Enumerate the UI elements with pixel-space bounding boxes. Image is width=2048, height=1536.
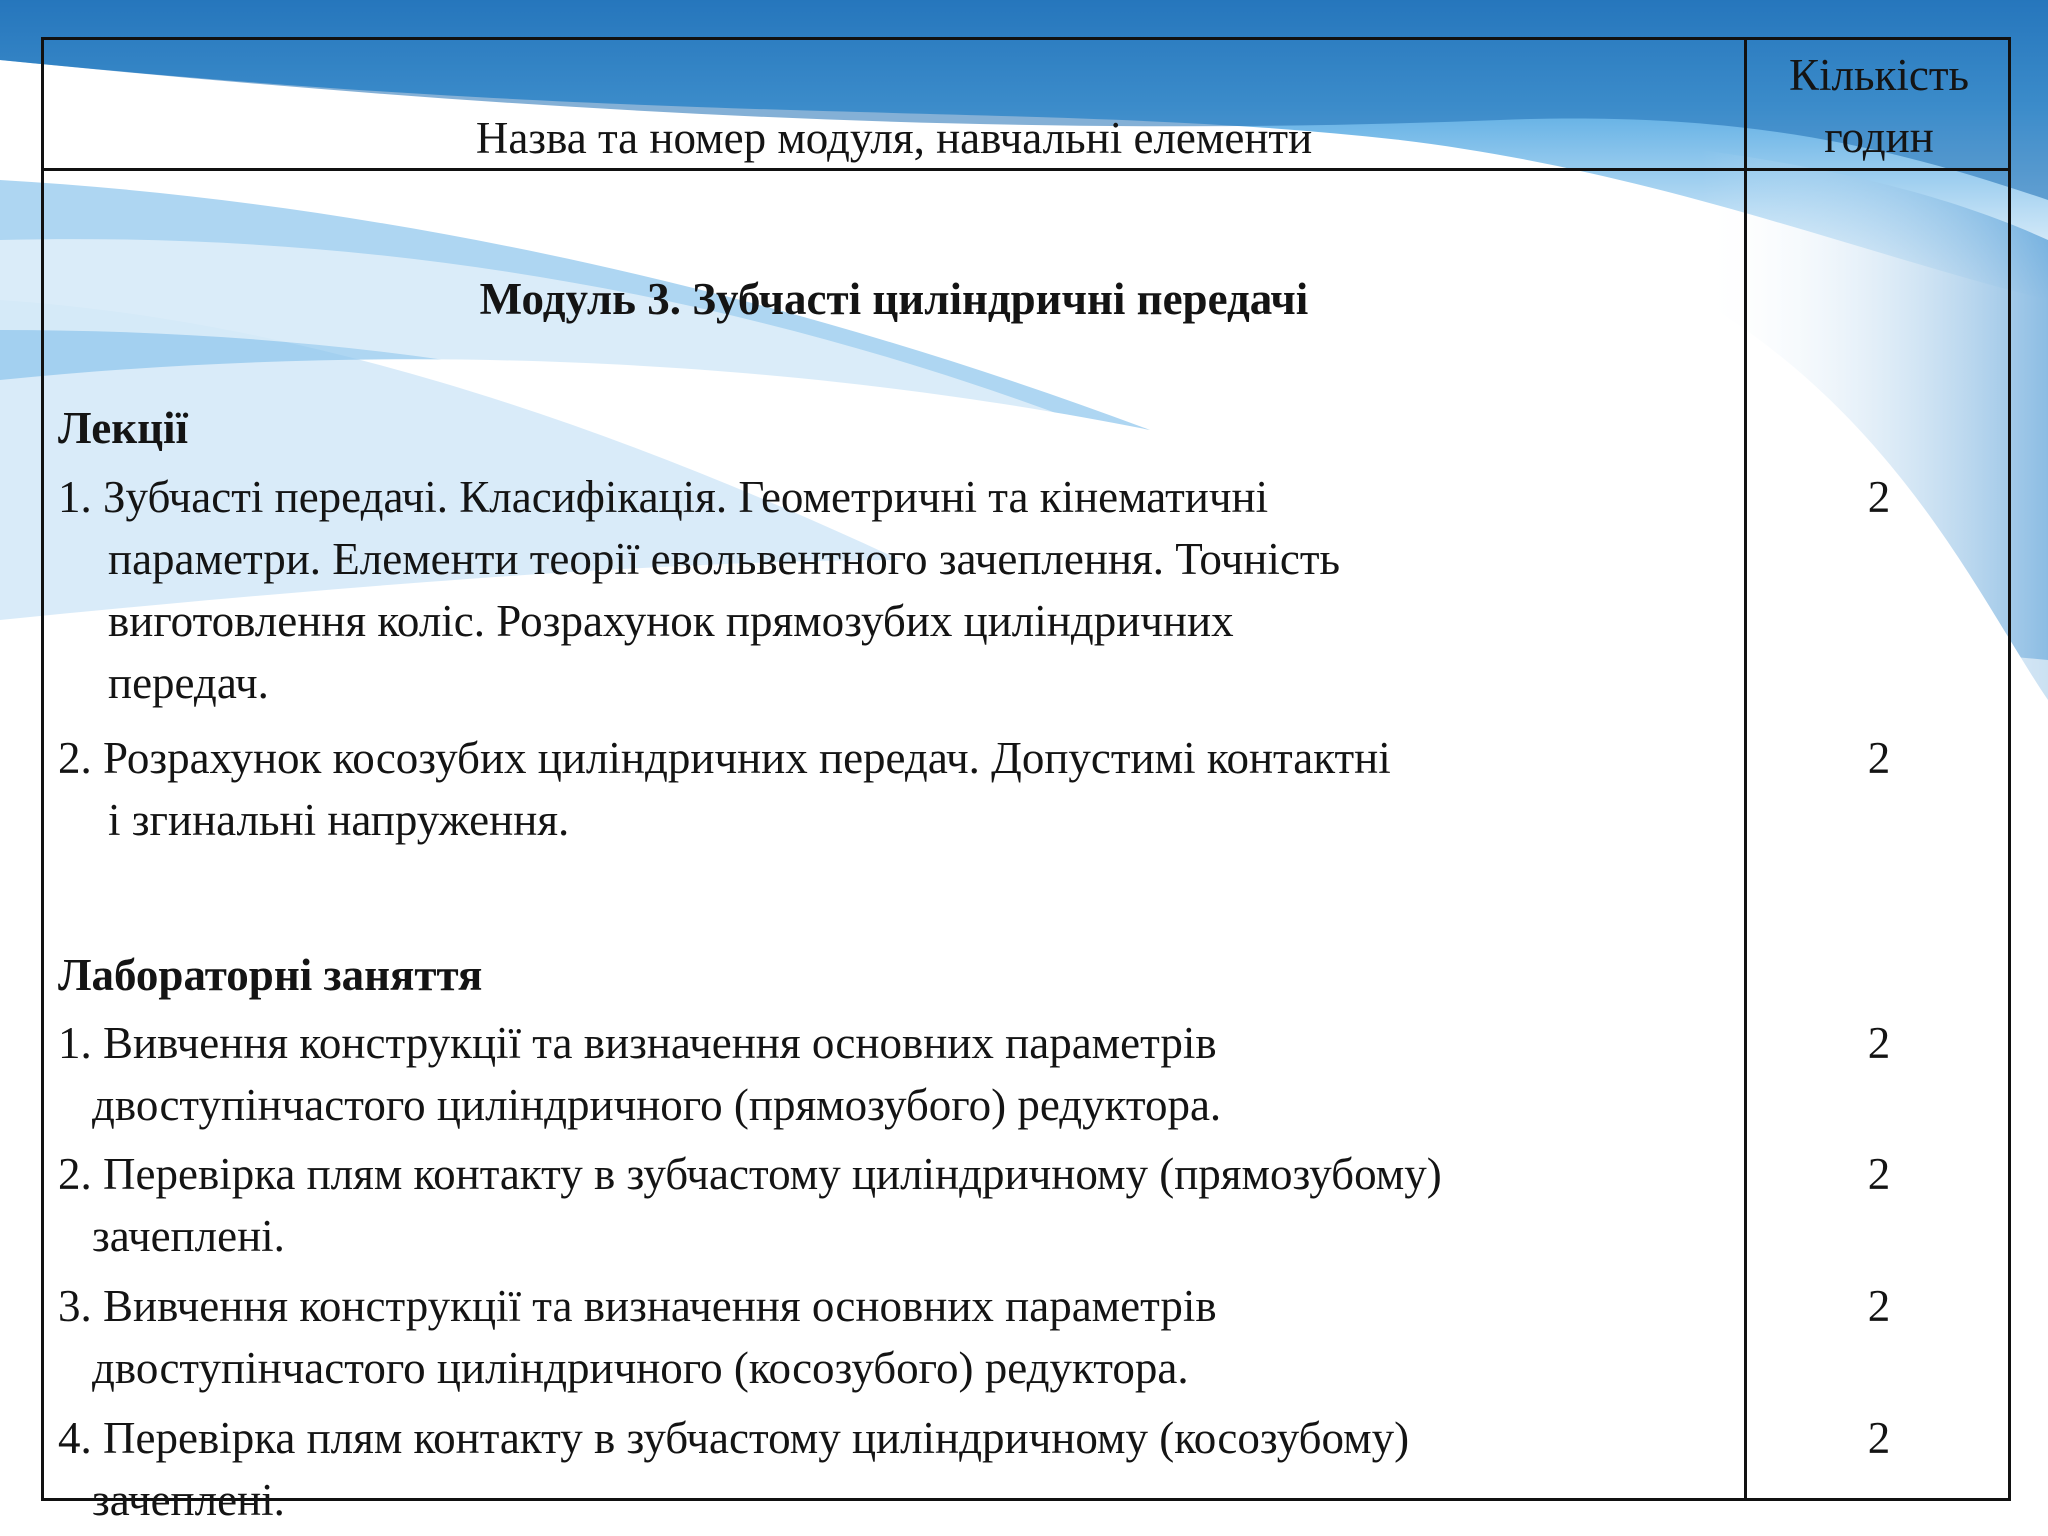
header-name-cell: Назва та номер модуля, навчальні елементи <box>475 113 1313 163</box>
lecture-2-line-2: і згинальні напруження. <box>108 795 570 845</box>
lectures-heading: Лекції <box>58 403 189 453</box>
lab-3-hours: 2 <box>1867 1281 1891 1331</box>
lecture-1-line-2: параметри. Елементи теорії евольвентного зачеплення. Точність <box>108 534 1341 584</box>
lab-2-line-1: 2. Перевірка плям контакту в зубчастому циліндричному (прямозубому) <box>58 1149 1442 1199</box>
lab-3-line-2: двоступінчастого циліндричного (косозубого) редуктора. <box>92 1343 1189 1393</box>
lab-1-hours: 2 <box>1867 1018 1891 1068</box>
module-title: Модуль 3. Зубчасті циліндричні передачі <box>479 274 1309 324</box>
lecture-1-line-3: виготовлення коліс. Розрахунок прямозубих циліндричних <box>108 596 1234 646</box>
lab-4-hours: 2 <box>1867 1413 1891 1463</box>
labs-heading: Лабораторні заняття <box>58 950 483 1000</box>
lab-3-line-1: 3. Вивчення конструкції та визначення основних параметрів <box>58 1281 1217 1331</box>
curriculum-table <box>41 37 2011 1525</box>
lab-4-line-2: зачеплені. <box>92 1475 285 1525</box>
lab-2-line-2: зачеплені. <box>92 1211 285 1261</box>
lab-4-line-1: 4. Перевірка плям контакту в зубчастому циліндричному (косозубому) <box>58 1413 1410 1463</box>
lab-1-line-2: двоступінчастого циліндричного (прямозубого) редуктора. <box>92 1080 1222 1130</box>
lecture-1-line-4: передач. <box>108 658 269 708</box>
header-hours-cell: Кількість годин <box>1788 50 1970 162</box>
lecture-2-hours: 2 <box>1867 733 1891 783</box>
lecture-1-line-1: 1. Зубчасті передачі. Класифікація. Геометричні та кінематичні <box>58 472 1269 522</box>
lab-1-line-1: 1. Вивчення конструкції та визначення основних параметрів <box>58 1018 1217 1068</box>
lab-2-hours: 2 <box>1867 1149 1891 1199</box>
lecture-1-hours: 2 <box>1867 472 1891 522</box>
lecture-2-line-1: 2. Розрахунок косозубих циліндричних передач. Допустимі контактні <box>58 733 1391 783</box>
